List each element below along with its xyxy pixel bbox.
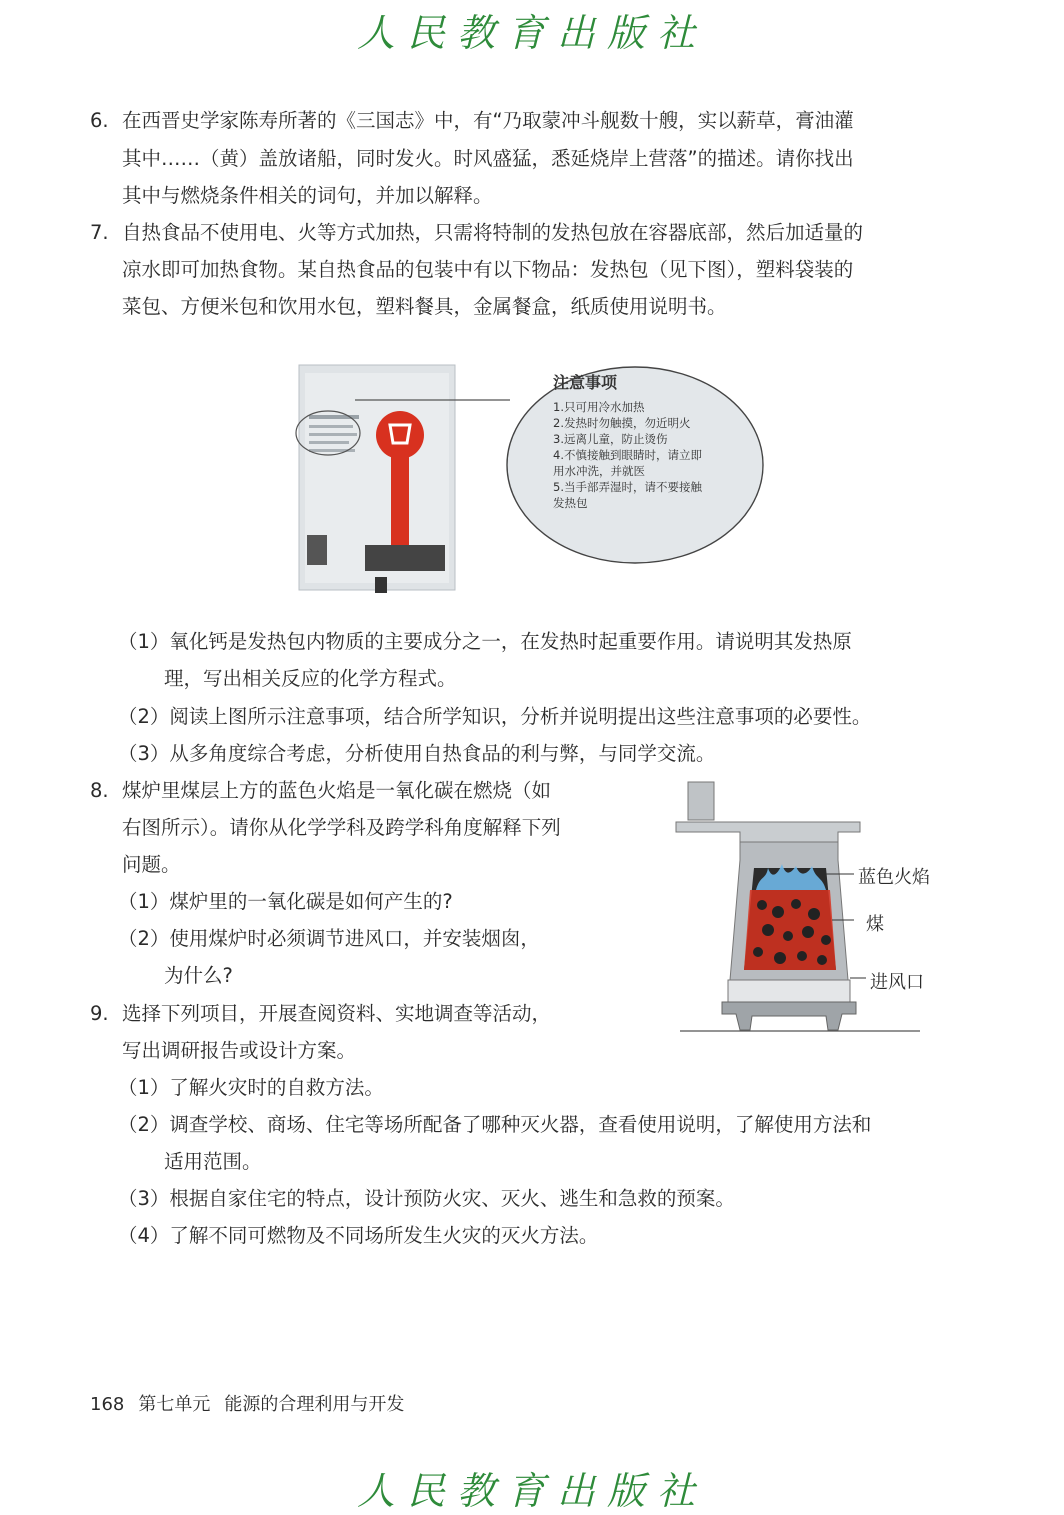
question-number: 6. — [90, 109, 109, 132]
sub-question: （2）使用煤炉时必须调节进风口，并安装烟囱， — [118, 927, 540, 950]
publisher-logo-top: 人民教育出版社 — [356, 11, 707, 55]
sub-question: （4）了解不同可燃物及不同场所发生火灾的灭火方法。 — [118, 1224, 599, 1247]
question-text-line: 自热食品不使用电、火等方式加热，只需将特制的发热包放在容器底部，然后加适量的 — [122, 221, 864, 244]
sub-question: （1）了解火灾时的自救方法。 — [118, 1076, 384, 1099]
notice-title: 注意事项 — [553, 373, 618, 392]
label-coal: 煤 — [866, 914, 884, 935]
question-text-line: 其中……（黄）盖放诸船，同时发火。时风盛猛，悉延烧岸上营落”的描述。请你找出 — [122, 147, 854, 170]
notice-item: 1.只可用冷水加热 — [553, 400, 645, 414]
sub-question: （2）调查学校、商场、住宅等场所配备了哪种灭火器，查看使用说明，了解使用方法和 — [118, 1113, 872, 1136]
stove-top — [676, 822, 860, 842]
air-vent — [728, 980, 850, 1002]
sub-question: （2）阅读上图所示注意事项，结合所学知识，分析并说明提出这些注意事项的必要性。 — [118, 705, 872, 728]
question-text-line: 菜包、方便米包和饮用水包，塑料餐具，金属餐盒，纸质使用说明书。 — [122, 295, 727, 318]
question-number: 9. — [90, 1002, 109, 1025]
question-text-line: 其中与燃烧条件相关的词句，并加以解释。 — [122, 184, 493, 207]
question-text-line: 煤炉里煤层上方的蓝色火焰是一氧化碳在燃烧（如 — [122, 779, 552, 802]
coal-bed — [744, 890, 836, 970]
notice-item: 4.不慎接触到眼睛时，请立即 — [553, 448, 702, 462]
notice-item: 用水冲洗，并就医 — [553, 464, 645, 478]
heating-pack-figure — [295, 355, 765, 600]
question-text-line: 问题。 — [122, 853, 181, 876]
sub-question: （3）从多角度综合考虑，分析使用自热食品的利与弊，与同学交流。 — [118, 742, 716, 765]
unit-title: 能源的合理利用与开发 — [224, 1394, 405, 1415]
notice-item: 发热包 — [553, 496, 588, 510]
notice-item: 2.发热时勿触摸，勿近明火 — [553, 416, 691, 430]
page-number: 168 — [90, 1394, 125, 1415]
question-text-line: 选择下列项目，开展查阅资料、实地调查等活动， — [122, 1002, 552, 1025]
page-footer — [90, 1390, 418, 1416]
sub-question: 为什么? — [164, 964, 233, 987]
question-text-line: 凉水即可加热食物。某自热食品的包装中有以下物品：发热包（见下图），塑料袋装的 — [122, 258, 854, 281]
stove-base — [722, 1002, 856, 1030]
chimney — [688, 782, 714, 820]
question-text-line: 右图所示）。请你从化学学科及跨学科角度解释下列 — [122, 816, 561, 839]
notice-item: 3.远离儿童，防止烫伤 — [553, 432, 668, 446]
coal-stove-figure — [670, 780, 940, 1035]
sub-question: （1）煤炉里的一氧化碳是如何产生的? — [118, 890, 453, 913]
unit-name: 第七单元 — [138, 1394, 211, 1415]
sub-question: 适用范围。 — [164, 1150, 262, 1173]
question-number: 7. — [90, 221, 109, 244]
sub-question: 理，写出相关反应的化学方程式。 — [164, 667, 457, 690]
sub-question: （1）氧化钙是发热包内物质的主要成分之一，在发热时起重要作用。请说明其发热原 — [118, 630, 852, 653]
label-blue-flame: 蓝色火焰 — [858, 867, 930, 888]
label-air-vent: 进风口 — [870, 972, 924, 993]
publisher-logo-bottom: 人民教育出版社 — [356, 1469, 707, 1513]
question-text-line: 写出调研报告或设计方案。 — [122, 1039, 357, 1062]
question-number: 8. — [90, 779, 109, 802]
notice-item: 5.当手部弄湿时，请不要接触 — [553, 480, 702, 494]
sub-question: （3）根据自家住宅的特点，设计预防火灾、灭火、逃生和急救的预案。 — [118, 1187, 735, 1210]
question-text-line: 在西晋史学家陈寿所著的《三国志》中，有“乃取蒙冲斗舰数十艘，实以薪草，膏油灌 — [122, 109, 854, 132]
